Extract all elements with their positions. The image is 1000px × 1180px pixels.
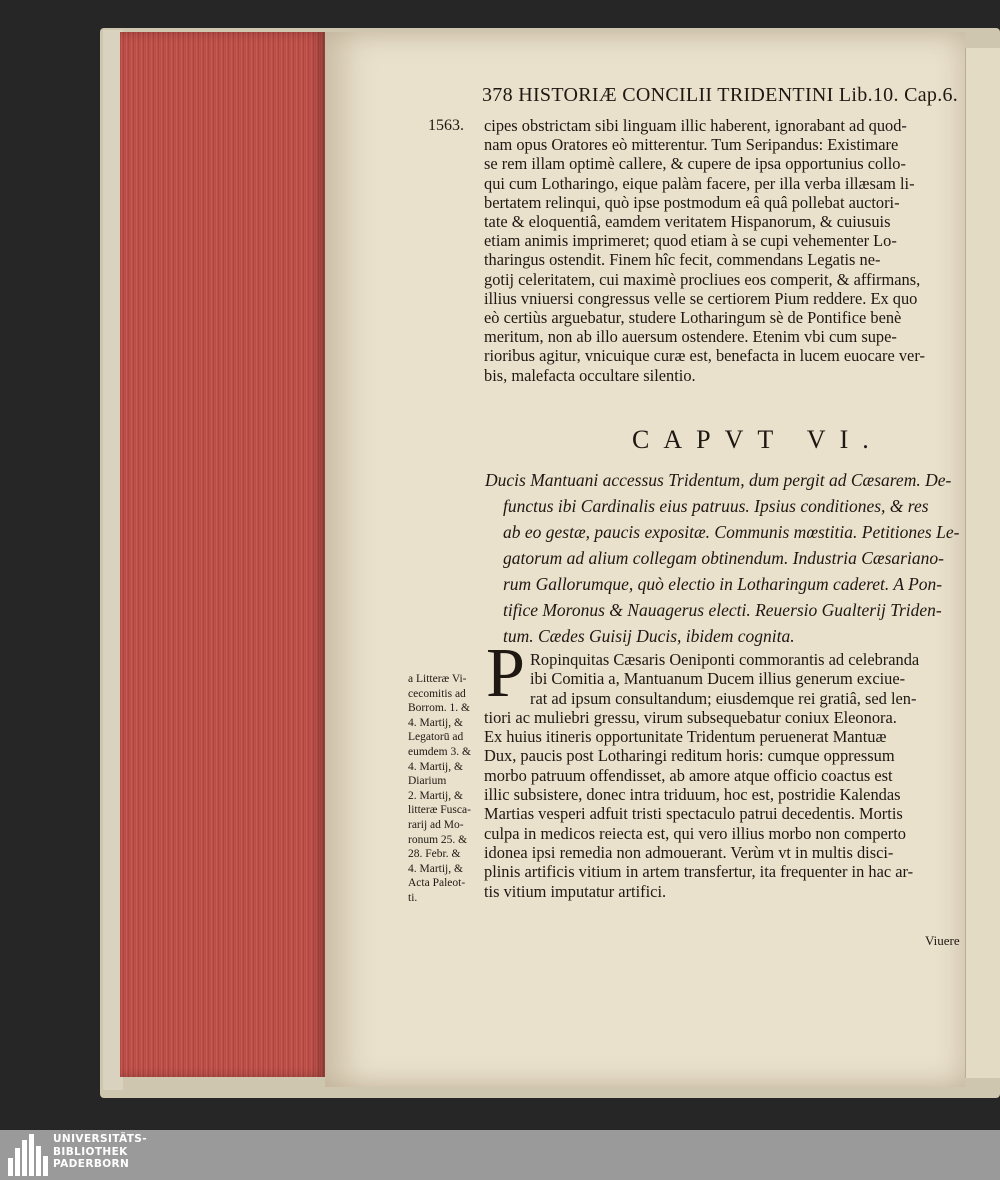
margin-line: ronum 25. & (408, 833, 468, 846)
text-line: Martias vesperi adfuit tristi spectaculo patrui decedentis. Mortis (484, 804, 903, 824)
library-name-line: BIBLIOTHEK (53, 1145, 128, 1158)
text-line: qui cum Lotharingo, eique palàm facere, per illa verba illæsam li- (484, 173, 915, 193)
text-line: ibi Comitia a, Mantuanum Ducem illius generum exciue- (530, 669, 906, 689)
library-name (53, 1133, 147, 1171)
text-line: tiori ac muliebri gressu, virum subsequebatur coniux Eleonora. (484, 707, 897, 727)
text-line: etiam animis imprimeret; quod etiam à se cupi vehementer Lo- (484, 231, 897, 251)
margin-line: Borrom. 1. & (408, 702, 470, 715)
catchword: Viuere (925, 933, 960, 948)
facing-page-edge (965, 48, 1000, 1078)
drop-cap: P (486, 635, 525, 712)
margin-line: litteræ Fusca- (408, 804, 471, 817)
text-line: bertatem relinqui, quò ipse postmodum eâ quâ pollebat auctori- (484, 192, 900, 212)
year-margin: 1563. (428, 117, 464, 134)
text-line: meritum, non ab illo auersum ostendere. Etenim vbi cum supe- (484, 327, 897, 347)
text-line: tharingus ostendit. Finem hîc fecit, commendans Legatis ne- (484, 250, 881, 270)
text-line: illius vniuersi congressus velle se certiorem Pium reddere. Ex quo (484, 288, 918, 308)
margin-line: ti. (408, 891, 418, 904)
text-line: rioribus agitur, vnicuique curæ est, benefacta in lucem euocare ver- (484, 346, 925, 366)
margin-line: Legatorū ad (408, 731, 464, 744)
summary-line: tum. Cædes Guisij Ducis, ibidem cognita. (503, 626, 795, 646)
chapter-summary (485, 467, 960, 649)
text-line: plinis artificis vitium in artem transfertur, ita frequenter in hac ar- (484, 862, 914, 882)
text-line: Ropinquitas Cæsaris Oeniponti commorantis ad celebranda (530, 650, 920, 669)
margin-line: Diarium (408, 775, 447, 788)
library-name-line: PADERBORN (53, 1158, 130, 1170)
paragraph-2 (484, 650, 959, 901)
text-line: Dux, paucis post Lotharingi reditum horis: cumque oppressum (484, 746, 895, 766)
text-line: tis vitium imputatur artifici. (484, 881, 667, 901)
text-line: eò certiùs arguebatur, studere Lotharingum sè de Pontifice benè (484, 308, 902, 328)
margin-line: 28. Febr. & (408, 848, 461, 861)
summary-line: gatorum ad alium collegam obtinendum. Industria Cæsariano- (503, 548, 944, 568)
summary-line: functus ibi Cardinalis eius patruus. Ipsius conditiones, & res (503, 496, 929, 516)
library-logo-icon (8, 1134, 50, 1176)
chapter-heading: CAPVT VI. (632, 425, 883, 454)
margin-line: 2. Martij, & (408, 789, 463, 802)
margin-line: cecomitis ad (408, 687, 466, 700)
margin-line: 4. Martij, & (408, 862, 463, 875)
margin-line: a Litteræ Vi- (408, 673, 467, 685)
text-line: rat ad ipsum consultandum; eiusdemque rei gratiâ, sed len- (530, 688, 917, 708)
margin-line: 4. Martij, & (408, 716, 463, 729)
library-name-line: UNIVERSITÄTS- (53, 1133, 148, 1145)
running-header: 378 HISTORIÆ CONCILII TRIDENTINI Lib.10. Cap.6. (482, 84, 959, 106)
text-line: culpa in medicos reiecta est, qui vero illius morbo non comperto (484, 823, 906, 843)
text-line: cipes obstrictam sibi linguam illic haberent, ignorabant ad quod- (484, 116, 907, 135)
text-line: morbo patruum offendisset, ab amore atque officio coactus est (484, 765, 893, 785)
margin-line: Acta Paleot- (408, 877, 466, 890)
paragraph-1 (484, 116, 956, 385)
summary-line: Ducis Mantuani accessus Tridentum, dum pergit ad Cæsarem. De- (485, 470, 952, 490)
library-footer (0, 1130, 1000, 1180)
text-line: nam opus Oratores eò mitterentur. Tum Seripandus: Existimare (484, 135, 899, 155)
text-line: idonea ipsi remedia non admouerant. Verùm vt in multis disci- (484, 842, 894, 862)
text-line: tate & eloquentiâ, eamdem veritatem Hispanorum, & cuiusuis (484, 212, 891, 232)
margin-line: rarij ad Mo- (408, 818, 464, 831)
summary-line: tifice Moronus & Nauagerus electi. Reuersio Gualterij Triden- (503, 600, 942, 620)
text-line: illic subsistere, donec intra triduum, hoc est, postridie Kalendas (484, 785, 901, 805)
margin-line: 4. Martij, & (408, 760, 463, 773)
margin-note (408, 672, 480, 906)
text-line: Ex huius itineris opportunitate Tridentum peruenerat Mantuæ (484, 727, 887, 747)
summary-line: rum Gallorumque, quò electio in Lotharingum caderet. A Pon- (503, 574, 943, 594)
text-line: bis, malefacta occultare silentio. (484, 365, 696, 385)
text-line: se rem illam optimè callere, & cupere de ipsa opportunius collo- (484, 154, 906, 174)
summary-line: ab eo gestæ, paucis expositæ. Communis mœstitia. Petitiones Le- (503, 522, 960, 542)
text-line: gotij celeritatem, cui maximè procliues eos comperit, & affirmans, (484, 269, 921, 289)
edge-offset-print (170, 380, 320, 610)
margin-line: eumdem 3. & (408, 745, 471, 758)
